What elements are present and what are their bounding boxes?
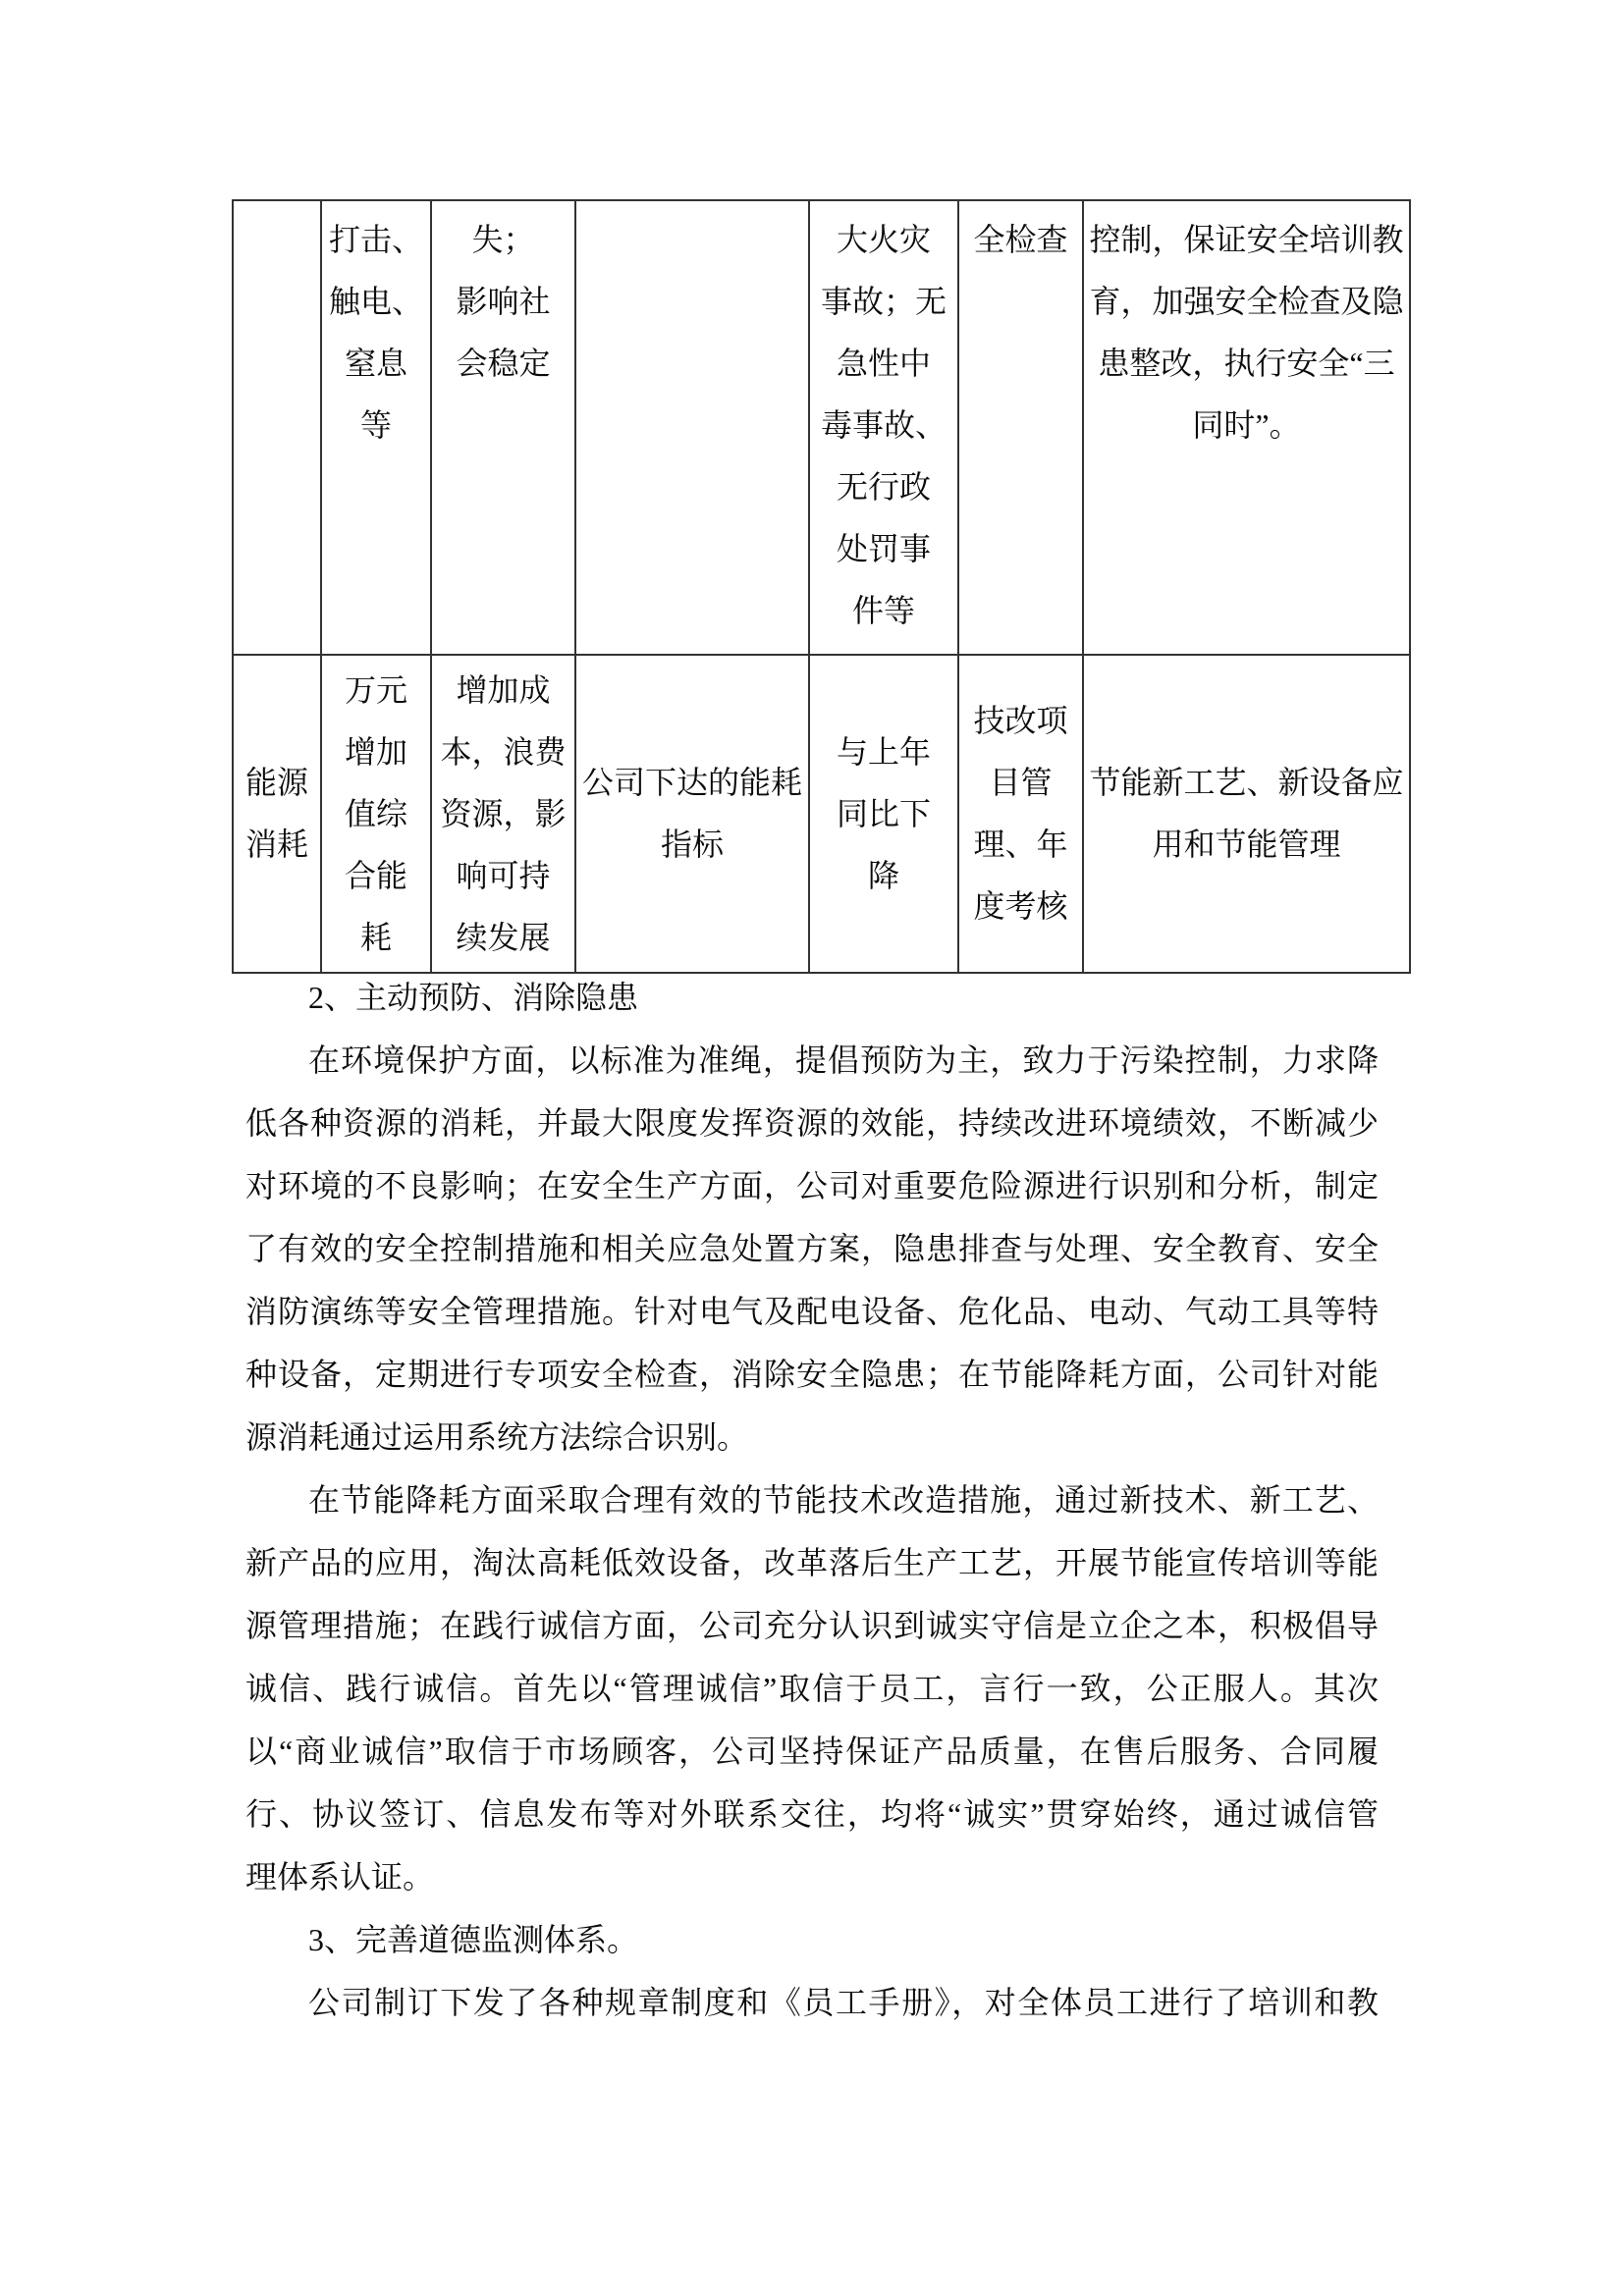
- cell-goal: [809, 200, 958, 655]
- cell-method: [958, 655, 1083, 973]
- table-cell-line: 本，浪费: [440, 733, 567, 770]
- table-cell-line: 大火灾: [836, 222, 931, 257]
- table-cell-line: 增加: [344, 733, 407, 770]
- doc-line: 低各种资源的消耗，并最大限度发挥资源的效能，持续改进环境绩效，不断减少: [245, 1105, 1379, 1141]
- table-cell-line: 件等: [851, 593, 915, 628]
- doc-line: 消防演练等安全管理措施。针对电气及配电设备、危化品、电动、气动工具等特: [245, 1294, 1379, 1329]
- table-cell-line: 用和节能管理: [1152, 827, 1341, 862]
- body-text: [245, 966, 1379, 2034]
- table-cell-line: 毒事故、: [820, 407, 947, 443]
- table-cell-line: 处罚事: [836, 531, 931, 566]
- cell-measures: [1083, 655, 1410, 973]
- table-cell-line: 打击、: [328, 222, 423, 257]
- table-cell-line: 公司下达的能耗: [581, 765, 802, 800]
- table-cell-line: 失；: [471, 222, 535, 257]
- hazard-continuation-row: [233, 200, 1410, 655]
- table-cell-line: 技改项: [973, 703, 1068, 738]
- doc-line: 在节能降耗方面采取合理有效的节能技术改造措施，通过新技术、新工艺、: [308, 1482, 1379, 1518]
- table-cell-line: 同比下: [836, 795, 931, 831]
- table-cell-line: 消耗: [244, 827, 308, 862]
- doc-line: 行、协议签订、信息发布等对外联系交往，均将“诚实”贯穿始终，通过诚信管: [245, 1796, 1379, 1832]
- table-cell-line: 同时”。: [1192, 407, 1301, 443]
- responsibility-table: [232, 199, 1411, 974]
- cell-goal: [809, 655, 958, 973]
- doc-line: 源消耗通过运用系统方法综合识别。: [245, 1419, 749, 1455]
- table-cell-line: 理、年: [973, 827, 1068, 862]
- table-cell-line: 控制，保证安全培训教: [1089, 222, 1404, 257]
- doc-line: 以“商业诚信”取信于市场顾客，公司坚持保证产品质量，在售后服务、合同履: [245, 1734, 1379, 1769]
- doc-line: 在环境保护方面，以标准为准绳，提倡预防为主，致力于污染控制，力求降: [308, 1042, 1379, 1078]
- cell-target: [575, 200, 809, 655]
- energy-row: [233, 655, 1410, 973]
- doc-line: 种设备，定期进行专项安全检查，消除安全隐患；在节能降耗方面，公司针对能: [245, 1357, 1379, 1392]
- doc-line: 诚信、践行诚信。首先以“管理诚信”取信于员工，言行一致，公正服人。其次: [245, 1671, 1379, 1706]
- table-cell-line: 值综: [344, 795, 407, 831]
- cell-category: [233, 200, 321, 655]
- doc-line: 了有效的安全控制措施和相关应急处置方案，隐患排查与处理、安全教育、安全: [245, 1231, 1379, 1266]
- table-cell-line: 等: [359, 407, 392, 443]
- table-cell-line: 降: [867, 857, 899, 893]
- cell-method: [958, 200, 1083, 655]
- table-cell-line: 增加成: [456, 671, 551, 708]
- doc-line: 公司制订下发了各种规章制度和《员工手册》，对全体员工进行了培训和教: [308, 1985, 1379, 2020]
- table-cell-line: 续发展: [456, 919, 551, 955]
- cell-impact: [431, 655, 575, 973]
- table-cell-line: 全检查: [973, 222, 1068, 257]
- table-cell-line: 节能新工艺、新设备应: [1089, 765, 1404, 800]
- doc-line: 理体系认证。: [245, 1859, 435, 1895]
- cell-target: [575, 655, 809, 973]
- cell-category: [233, 655, 321, 973]
- table-cell-line: 合能: [344, 857, 407, 893]
- table-cell-line: 窒息: [344, 346, 407, 381]
- table-cell-line: 能源: [244, 765, 308, 800]
- table-cell-line: 指标: [660, 827, 724, 862]
- table-cell-line: 会稳定: [456, 346, 551, 381]
- table-cell-line: 资源，影: [440, 795, 567, 831]
- doc-line: 新产品的应用，淘汰高耗低效设备，改革落后生产工艺，开展节能宣传培训等能: [245, 1545, 1379, 1580]
- doc-line: 3、完善道德监测体系。: [308, 1922, 639, 1957]
- table-cell-line: 度考核: [973, 888, 1068, 924]
- table-cell-line: 万元: [344, 671, 407, 708]
- table-cell-line: 与上年: [836, 733, 931, 770]
- cell-impact: [431, 200, 575, 655]
- cell-hazard: [321, 200, 431, 655]
- table-cell-line: 目管: [989, 765, 1053, 800]
- table-cell-line: 患整改，执行安全“三: [1098, 346, 1395, 381]
- table-cell-line: 育，加强安全检查及隐: [1089, 284, 1404, 319]
- table-cell-line: 无行政: [836, 469, 931, 505]
- doc-line: 对环境的不良影响；在安全生产方面，公司对重要危险源进行识别和分析，制定: [245, 1168, 1379, 1203]
- table-cell-line: 影响社: [456, 284, 551, 319]
- cell-measures: [1083, 200, 1410, 655]
- table-cell-line: 急性中: [836, 346, 931, 381]
- cell-hazard: [321, 655, 431, 973]
- doc-line: 2、主动预防、消除隐患: [308, 980, 639, 1015]
- doc-line: 源管理措施；在践行诚信方面，公司充分认识到诚实守信是立企之本，积极倡导: [245, 1608, 1379, 1643]
- table-cell-line: 耗: [359, 919, 392, 955]
- table-body: [233, 200, 1410, 973]
- table-cell-line: 响可持: [456, 857, 551, 893]
- table-cell-line: 事故；无: [820, 284, 947, 319]
- table-cell-line: 触电、: [328, 284, 423, 319]
